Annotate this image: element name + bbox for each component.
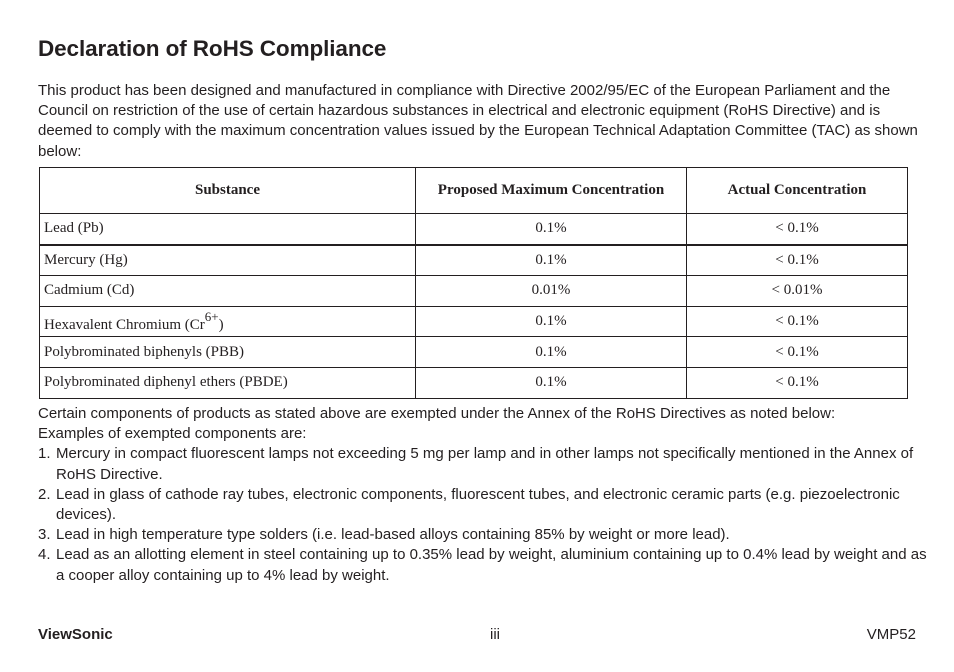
exemptions-list xyxy=(38,444,928,585)
substance-cell xyxy=(40,245,416,276)
table-row xyxy=(40,337,908,368)
table-row xyxy=(40,276,908,307)
header-substance: Substance xyxy=(40,168,416,214)
list-number: 3. xyxy=(38,526,51,544)
substance-name: Mercury (Hg) xyxy=(44,251,128,268)
proposed-cell: 0.1% xyxy=(416,306,687,337)
header-actual: Actual Concentration xyxy=(687,168,908,214)
examples-label: Examples of exempted components are: xyxy=(38,425,307,443)
substance-name: Hexavalent Chromium (Cr xyxy=(44,317,205,334)
list-item xyxy=(38,444,928,484)
table-row xyxy=(40,306,908,337)
header-proposed-max: Proposed Maximum Concentration xyxy=(416,168,687,214)
substance-name: Cadmium (Cd) xyxy=(44,282,135,299)
footer-brand: ViewSonic xyxy=(38,626,113,643)
proposed-cell: 0.1% xyxy=(416,245,687,276)
proposed-cell: 0.1% xyxy=(416,367,687,398)
substance-suffix: ) xyxy=(218,317,224,334)
proposed-cell: 0.1% xyxy=(416,337,687,368)
actual-cell: < 0.01% xyxy=(687,276,908,307)
substance-name: Polybrominated biphenyls (PBB) xyxy=(44,343,244,360)
table-row xyxy=(40,245,908,276)
list-text: Lead in glass of cathode ray tubes, electronic components, fluorescent tubes, and electronic ceramic parts (e.g. piezoelectronic devices). xyxy=(56,485,900,524)
footer-model: VMP52 xyxy=(866,626,916,643)
table-row xyxy=(40,214,908,245)
list-number: 4. xyxy=(38,546,51,564)
rohs-table xyxy=(39,167,908,399)
actual-cell: < 0.1% xyxy=(687,245,908,276)
list-text: Lead in high temperature type solders (i.e. lead-based alloys containing 85% by weight or more lead). xyxy=(56,526,730,544)
list-number: 1. xyxy=(38,445,51,463)
superscript-charge: 6+ xyxy=(204,309,219,325)
footer-page-number: iii xyxy=(490,626,500,643)
list-text: Lead as an allotting element in steel containing up to 0.35% lead by weight, aluminium containing up to 0.4% lead by weight and as a cooper alloy containing up to 4% lead by weight. xyxy=(56,546,927,584)
substance-cell xyxy=(40,337,416,368)
list-item xyxy=(38,485,928,525)
proposed-cell: 0.01% xyxy=(416,276,687,307)
substance-cell xyxy=(40,214,416,245)
list-number: 2. xyxy=(38,485,51,503)
list-item xyxy=(38,525,928,545)
list-item xyxy=(38,545,928,585)
proposed-cell: 0.1% xyxy=(416,214,687,245)
actual-cell: < 0.1% xyxy=(687,214,908,245)
exemption-intro: Certain components of products as stated above are exempted under the Annex of the RoHS Directives as noted below: xyxy=(38,405,836,422)
actual-cell: < 0.1% xyxy=(687,337,908,368)
actual-cell: < 0.1% xyxy=(687,306,908,337)
intro-paragraph: This product has been designed and manufactured in compliance with Directive 2002/95/EC of the European Parliament and the Council on restriction of the use of certain hazardous substances in electrical and electronic equipment (RoHS Directive) and is deemed to comply with the maximum concentration values issued by the European Technical Adaptation Committee (TAC) as shown below: xyxy=(38,82,918,160)
substance-name: Polybrominated diphenyl ethers (PBDE) xyxy=(44,374,288,391)
table-row xyxy=(40,367,908,398)
substance-name: Lead (Pb) xyxy=(44,220,104,237)
exemptions-section xyxy=(38,404,928,586)
page-title: Declaration of RoHS Compliance xyxy=(38,36,387,61)
substance-cell xyxy=(40,276,416,307)
table-header-row xyxy=(40,168,908,214)
substance-cell xyxy=(40,306,416,337)
list-text: Mercury in compact fluorescent lamps not exceeding 5 mg per lamp and in other lamps not specifically mentioned in the Annex of RoHS Directive. xyxy=(56,445,914,483)
actual-cell: < 0.1% xyxy=(687,367,908,398)
substance-cell xyxy=(40,367,416,398)
